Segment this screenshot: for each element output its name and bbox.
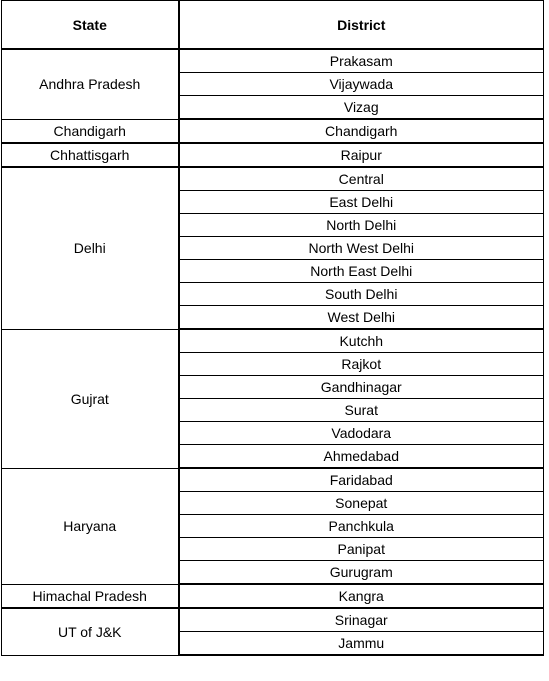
district-cell: Faridabad: [179, 468, 544, 492]
state-cell: Delhi: [2, 167, 179, 329]
district-cell: Jammu: [179, 632, 544, 656]
district-cell: Rajkot: [179, 353, 544, 376]
table-row: [2, 119, 544, 143]
district-cell: Kutchh: [179, 329, 544, 353]
district-column-header: District: [179, 1, 544, 50]
table-row: [2, 167, 544, 191]
district-cell: North East Delhi: [179, 260, 544, 283]
state-cell: Chandigarh: [2, 119, 179, 143]
district-cell: Srinagar: [179, 608, 544, 632]
state-district-table: [1, 0, 544, 656]
district-cell: Chandigarh: [179, 119, 544, 143]
district-cell: Sonepat: [179, 492, 544, 515]
district-cell: Panipat: [179, 538, 544, 561]
district-cell: Central: [179, 167, 544, 191]
district-cell: Gandhinagar: [179, 376, 544, 399]
table-row: [2, 49, 544, 73]
state-cell: Andhra Pradesh: [2, 49, 179, 119]
district-cell: Surat: [179, 399, 544, 422]
table-row: [2, 584, 544, 608]
state-cell: Gujrat: [2, 329, 179, 468]
district-cell: Kangra: [179, 584, 544, 608]
table-row: [2, 329, 544, 353]
table-row: [2, 143, 544, 167]
district-cell: North West Delhi: [179, 237, 544, 260]
state-cell: UT of J&K: [2, 608, 179, 655]
district-cell: Vadodara: [179, 422, 544, 445]
district-cell: West Delhi: [179, 306, 544, 330]
district-cell: Vizag: [179, 96, 544, 120]
district-cell: Ahmedabad: [179, 445, 544, 469]
district-cell: Raipur: [179, 143, 544, 167]
state-cell: Himachal Pradesh: [2, 584, 179, 608]
district-cell: Panchkula: [179, 515, 544, 538]
state-cell: Chhattisgarh: [2, 143, 179, 167]
state-cell: Haryana: [2, 468, 179, 584]
district-cell: North Delhi: [179, 214, 544, 237]
district-cell: Prakasam: [179, 49, 544, 73]
table-row: [2, 468, 544, 492]
table-body: [2, 49, 544, 655]
district-cell: South Delhi: [179, 283, 544, 306]
state-column-header: State: [2, 1, 179, 50]
district-cell: Gurugram: [179, 561, 544, 585]
header-row: [2, 1, 544, 50]
table-row: [2, 608, 544, 632]
district-cell: East Delhi: [179, 191, 544, 214]
district-cell: Vijaywada: [179, 73, 544, 96]
